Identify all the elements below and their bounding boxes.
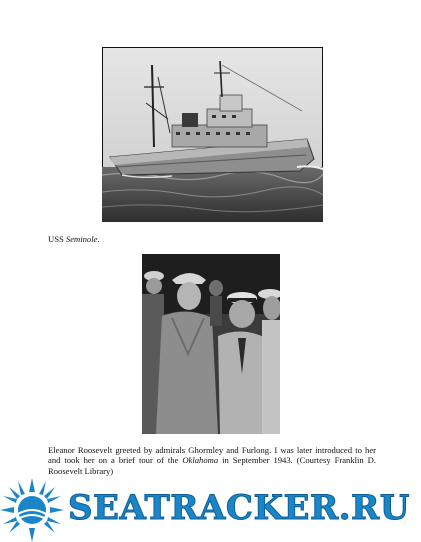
ship-photo [102,47,323,222]
sun-burst-icon [0,478,70,542]
ship-caption-name: Seminole [65,234,98,244]
group-illustration [142,254,280,434]
group-caption-part2: in September 1943. (Courtesy Franklin D. Roosevelt Library) [48,455,376,476]
watermark-text: SEATRACKER.RU [68,488,410,528]
ship-caption-prefix: USS [48,234,66,244]
ship-caption-suffix: . [97,234,100,244]
group-caption-ship: Oklahoma [182,455,219,466]
group-photo [142,254,280,434]
ship-illustration [102,47,323,222]
group-caption-part1: Eleanor Roosevelt greeted by admirals Ghormley and Furlong. I was later introduced to her and took her on a brief tour of the [48,445,376,466]
group-caption [48,445,376,476]
ship-caption [48,234,378,244]
